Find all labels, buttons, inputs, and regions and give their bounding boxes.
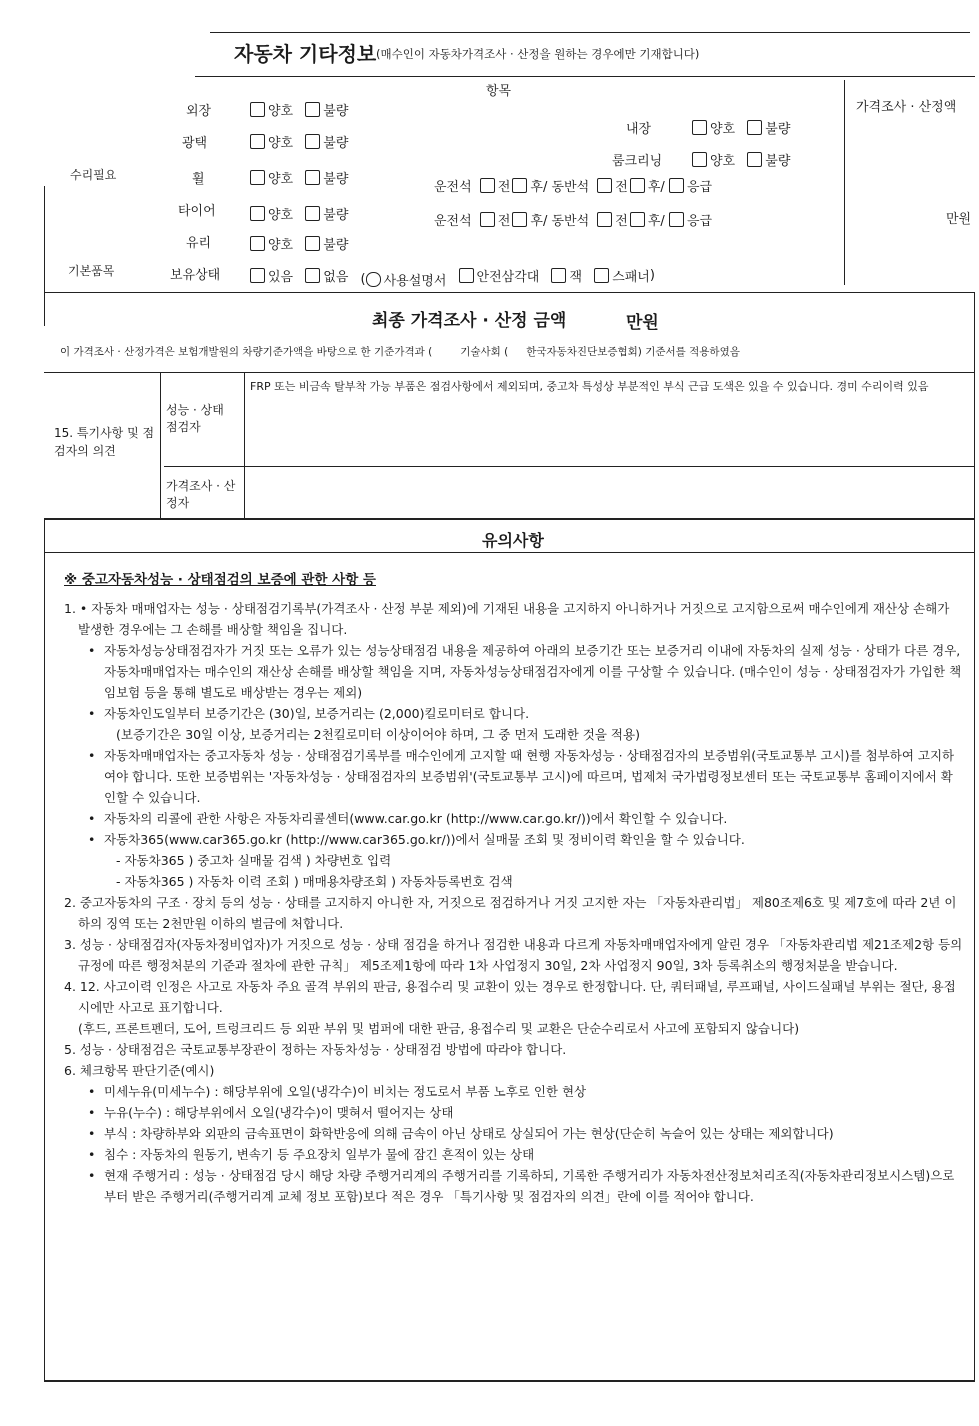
row-label-gloss: 광택 [182,136,208,151]
row-label-equipment: 보유상태 [170,268,221,283]
notice-item: (후드, 프론트펜더, 도어, 트렁크리드 등 외판 부위 및 범퍼에 대한 판금, 용접수리 및 교환은 단순수리로서 사고에 포함되지 않습니다) [78,1021,800,1036]
option-label: 양호 [268,136,294,151]
basis-mid-text: 기술사회 ( [460,346,509,358]
divider [160,372,161,518]
option-label: 없음 [323,270,349,285]
price-basis-text [60,344,740,359]
option-label: 안전삼각대 [476,270,540,285]
wheel-options [250,168,356,189]
front-label: 전 [615,214,628,229]
cleaning-options [692,150,798,171]
notice-item: 2. 중고자동차의 구조 · 장치 등의 성능 · 상태를 고지하지 아니한 자, 거짓으로 점검하거나 거짓 고지한 자는 「자동차관리법」 제80조제6호 및 제7호에 따라 2년 이하의 징역 또는 2천만원 이하의 벌금에 처합니다. [64,895,957,931]
notice-item: • 현재 주행거리 : 성능 · 상태점검 당시 해당 차량 주행거리계의 주행거리를 기록하되, 기록한 주행거리가 자동차전산정보처리조직(자동차관리정보시스템)으로부터 받은 주행거리(주행거리계 교체 정보 포함)보다 적은 경우 「특기사항 및 점검자의 의견」란에 이를 적어야 합니다. [64,1165,964,1207]
column-header-price: 가격조사 · 산정액 [856,100,957,115]
divider [44,518,45,1380]
repair-needed-label: 수리필요 [70,168,117,182]
notice-item: - 자동차365 ) 중고차 실매물 검색 ) 차량번호 입력 [116,853,392,868]
notice-item: 3. 성능 · 상태점검자(자동차정비업자)가 거짓으로 성능 · 상태 점검을 하거나 점검한 내용과 다르게 자동차매매업자에게 알린 경우 「자동차관리법 제21조제2항 등의 규정에 따른 행정처분의 기준과 절차에 관한 규칙」 제5조제1항에 따라 1차 사업정지 30일, 2차 사업정지 90일, 3차 등록취소의 행정처분을 받습니다. [64,937,963,973]
row-label-glass: 유리 [186,236,212,251]
exterior-options [250,100,356,121]
basis-text: 이 가격조사 · 산정가격은 보험개발원의 차량기준가액을 바탕으로 한 기준가격과 ( [60,346,433,358]
row-label-exterior: 외장 [186,104,212,119]
option-label: 양호 [268,172,294,187]
option-label: 불량 [323,104,349,119]
tire-driver-rear-checkbox[interactable] [512,212,527,227]
exterior-good-checkbox[interactable] [250,100,293,119]
wheel-driver-front-checkbox[interactable] [480,178,495,193]
divider [210,32,970,33]
divider [844,80,845,285]
special-notes-label: 15. 특기사항 및 점검자의 의견 [54,426,155,458]
option-label: 양호 [710,122,736,137]
wheel-driver-rear-checkbox[interactable] [512,178,527,193]
option-label: 양호 [710,154,736,169]
final-price-unit: 만원 [626,313,659,333]
tire-passenger-front-checkbox[interactable] [597,212,612,227]
notice-item: • 자동차365(www.car365.go.kr (http://www.car365.go.kr/))에서 실매물 조회 및 정비이력 확인을 할 수 있습니다. [64,829,964,850]
spanner-checkbox[interactable]: 스패너 ) [594,266,655,285]
option-label: 불량 [765,154,791,169]
tire-driver-front-checkbox[interactable] [480,212,495,227]
inspector-opinion: FRP 또는 비금속 탈부착 가능 부품은 점검사항에서 제외되며, 중고차 특성상 부분적인 부식 근급 도색은 있을 수 있습니다. 경미 수리이력 있음 [250,380,929,393]
basic-items-label: 기본품목 [68,264,115,278]
option-label: 잭 [569,270,583,285]
column-header-item: 항목 [486,84,512,99]
appraiser-label: 가격조사 · 산정자 [166,479,236,510]
divider [164,466,974,467]
option-label: 불량 [323,136,349,151]
notice-item: • 자동차의 리콜에 관한 사항은 자동차리콜센터(www.car.go.kr (http://www.car.go.kr/))에서 확인할 수 있습니다. [64,808,964,829]
front-label: 전 [497,180,511,195]
notice-item: • 자동차매매업자는 중고자동차 성능 · 상태점검기록부를 매수인에게 고지할 때 현행 자동차성능 · 상태점검자의 보증범위(국토교통부 고시)를 첨부하여 고지하여야 합니다. 또한 보증범위는 '자동차성능 · 상태점검자의 보증범위'(국토교통부 고시)에 따르며, 법제처 국가법령정보센터 또는 국토교통부 홈페이지에서 확인할 수 있습니다. [64,745,964,808]
emergency-label: 응급 [686,180,713,195]
divider [44,1380,975,1382]
passenger-label: 동반석 [551,214,590,229]
wheel-passenger-front-checkbox[interactable] [597,178,612,193]
divider [974,292,975,1380]
jack-checkbox[interactable] [551,266,582,285]
divider [44,552,974,553]
option-label: 불량 [323,208,349,223]
tire-good-checkbox[interactable] [250,204,293,223]
notice-title: 유의사항 [482,531,544,550]
notice-item: • 부식 : 차량하부와 외판의 금속표면이 화학반응에 의해 금속이 아닌 상태로 상실되어 가는 현상(단순히 녹슬어 있는 상태는 제외합니다) [64,1123,964,1144]
notice-item: - 자동차365 ) 자동차 이력 조회 ) 매매용차량조회 ) 자동차등록번호 검색 [116,874,513,889]
option-label: 불량 [323,238,349,253]
wheel-good-checkbox[interactable] [250,168,293,187]
equipment-present-checkbox[interactable] [250,266,293,285]
divider [44,186,45,326]
notice-body [64,598,964,1207]
interior-good-checkbox[interactable] [692,118,735,137]
option-label: 불량 [765,122,791,137]
final-price-label: 최종 가격조사 · 산정 금액 [372,311,567,331]
wheel-position-options: 운전석 전 후/ 동반석 전 후/ 응급 [434,180,713,195]
glass-good-checkbox[interactable] [250,234,293,253]
wheel-bad-checkbox[interactable] [305,168,348,187]
option-label: 있음 [268,270,294,285]
rear-label: 후 [647,180,661,195]
cleaning-good-checkbox[interactable] [692,150,735,169]
tire-emergency-checkbox[interactable] [669,212,684,227]
tire-bad-checkbox[interactable] [305,204,348,223]
notice-item: 4. 12. 사고이력 인정은 사고로 자동차 주요 골격 부위의 판금, 용접수리 및 교환이 있는 경우로 한정합니다. 단, 쿼터패널, 루프패널, 사이드실패널 부위는 절단, 용접 시에만 사고로 표기합니다. [64,979,956,1015]
divider [44,518,974,520]
notice-item: • 자동차성능상태점검자가 거짓 또는 오류가 있는 성능상태점검 내용을 제공하여 아래의 보증기간 또는 보증거리 이내에 자동차의 실제 성능 · 상태가 다른 경우, 자동차매매업자는 매수인의 재산상 손해를 배상할 책임을 지며, 자동차성능상태점검자에게 이를 구상할 수 있습니다. (매수인이 성능 · 상태점검자가 가입한 책임보험 등을 통해 별도로 배상받는 경우는 제외) [64,640,964,703]
interior-options [692,118,798,139]
interior-bad-checkbox[interactable] [747,118,790,137]
option-label: 스패너 [612,270,650,285]
notice-item: • 자동차인도일부터 보증기간은 (30)일, 보증거리는 (2,000)킬로미터로 합니다. [64,703,964,724]
wheel-emergency-checkbox[interactable] [669,178,684,193]
divider [44,372,974,373]
option-label: 양호 [268,104,294,119]
driver-label: 운전석 [434,214,472,229]
row-label-interior: 내장 [626,122,652,137]
gloss-good-checkbox[interactable] [250,132,293,151]
divider [195,76,975,77]
rear-label: 후 [530,180,543,195]
equipment-absent-checkbox[interactable] [305,266,348,285]
notice-item: • 침수 : 자동차의 원동기, 변속기 등 주요장치 일부가 물에 잠긴 흔적이 있는 상태 [64,1144,964,1165]
basis-end-text: 한국자동차진단보증협회) 기준서를 적용하였음 [526,346,740,358]
inspector-label: 성능 · 상태 점검자 [166,403,224,434]
cleaning-bad-checkbox[interactable] [747,150,790,169]
exterior-bad-checkbox[interactable] [305,100,348,119]
option-label: 사용설명서 [383,274,447,289]
notice-item: • 누유(누수) : 해당부위에서 오일(냉각수)이 맺혀서 떨어지는 상태 [64,1102,964,1123]
tire-options [250,204,356,225]
rear-label: 후 [530,214,543,229]
divider [244,372,245,518]
front-label: 전 [497,214,511,229]
wheel-passenger-rear-checkbox[interactable] [630,178,645,193]
notice-subtitle: ※ 중고자동차성능 · 상태점검의 보증에 관한 사항 등 [64,572,376,588]
row-label-wheel: 휠 [192,172,205,187]
section-note: (매수인이 자동차가격조사 · 산정을 원하는 경우에만 기재합니다) [376,47,700,61]
price-unit: 만원 [946,212,972,227]
row-label-cleaning: 룸크리닝 [612,154,663,169]
notice-item: 6. 체크항목 판단기준(예시) [64,1063,215,1078]
rear-label: 후 [647,214,661,229]
glass-bad-checkbox[interactable] [305,234,348,253]
notice-item: • 미세누유(미세누수) : 해당부위에 오일(냉각수)이 비치는 정도로서 부품 노후로 인한 현상 [64,1081,964,1102]
triangle-checkbox[interactable] [459,266,540,285]
option-label: 양호 [268,208,294,223]
front-label: 전 [615,180,628,195]
gloss-options [250,132,356,153]
notice-item: 1. • 자동차 매매업자는 성능 · 상태점검기록부(가격조사 · 산정 부분 제외)에 기재된 내용을 고지하지 아니하거나 거짓으로 고지함으로써 매수인에게 재산상 손해가 발생한 경우에는 그 손해를 배상할 책임을 집니다. [64,601,950,637]
driver-label: 운전석 [434,180,472,195]
tire-position-options: 운전석 전 후/ 동반석 전 후/ 응급 [434,214,713,229]
gloss-bad-checkbox[interactable] [305,132,348,151]
option-label: 양호 [268,238,294,253]
notice-item: (보증기간은 30일 이상, 보증거리는 2천킬로미터 이상이어야 하며, 그 중 먼저 도래한 것을 적용) [116,727,640,742]
equipment-options [250,266,663,289]
row-label-tire: 타이어 [178,204,216,219]
manual-checkbox[interactable]: ( 사용설명서 [360,272,447,289]
glass-options [250,234,356,255]
notice-item: 5. 성능 · 상태점검은 국토교통부장관이 정하는 자동차성능 · 상태점검 방법에 따라야 합니다. [64,1042,567,1057]
divider [44,292,974,293]
section-title: 자동차 기타정보 [234,42,377,66]
emergency-label: 응급 [686,214,713,229]
option-label: 불량 [323,172,349,187]
passenger-label: 동반석 [551,180,590,195]
tire-passenger-rear-checkbox[interactable] [630,212,645,227]
